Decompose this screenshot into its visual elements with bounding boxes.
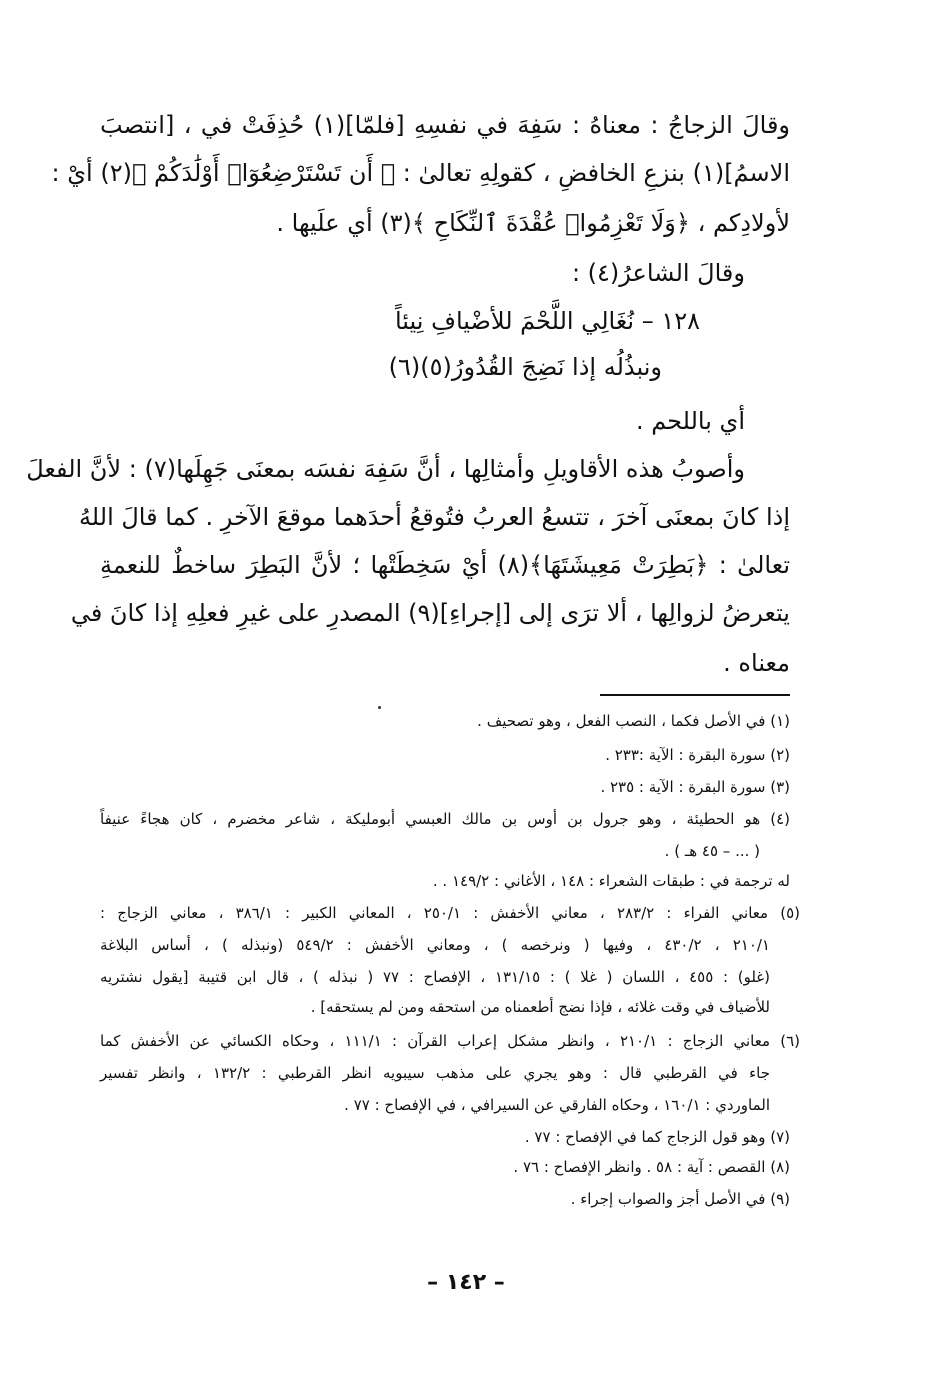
- footnote-5-cont-3: للأضياف في وقت غلائه ، فإذا نضج أطعمناه من استحقه ومن لم يستحقه] .: [310, 998, 770, 1016]
- footnote-4-cont: ( ... – ٤٥ هـ ) .: [664, 842, 760, 860]
- body-line-8: تعالىٰ : ﴿بَطِرَتْ مَعِيشَتَهَا﴾(٨) أيْ سَخِطَتْها ؛ لأنَّ البَطِرَ ساخطٌ للنعمةِ: [100, 551, 791, 579]
- verse-line-2: ونبذُلُه إذا نَضِجَ القُدُورُ(٥)(٦): [388, 353, 662, 381]
- body-line-3: لأولادِكم ، ﴿وَلَا تَعْزِمُوا۟ عُقْدَةَ ٱلنِّكَاحِ ﴾(٣) أي علَيها .: [276, 209, 790, 237]
- footnote-4: (٤) هو الحطيئة ، وهو جرول بن أوس بن مالك العبسي أبومليكة ، شاعر مخضرم ، كان هجاءً عنيفاً: [100, 810, 790, 828]
- footnote-6: (٦) معاني الزجاج : ٢١٠/١ ، وانظر مشكل إعراب القرآن : ١١١/١ ، وحكاه الكسائي عن الأخفش كما: [100, 1032, 800, 1050]
- footnote-3: (٣) سورة البقرة : الآية : ٢٣٥ .: [600, 778, 790, 796]
- body-line-2: الاسمُ](١) بنزعِ الخافضِ ، كقولِهِ تعالىٰ : ﴿ أَن تَسْتَرْضِعُوٓا۟ أَوْلَٰدَكُمْ ﴾(٢) أيْ :: [51, 159, 790, 187]
- body-line-7: إذا كانَ بمعنَى آخرَ ، تتسعُ العربُ فتُوقعُ أحدَهما موقعَ الآخرِ . كما قالَ اللهُ: [78, 503, 790, 531]
- page-number: – ١٤٢ –: [427, 1270, 505, 1295]
- verse-line-1: ١٢٨ – نُغَالِي اللَّحْمَ للأضْيافِ نِيئاً: [394, 307, 700, 335]
- body-line-6: وأصوبُ هذه الأقاويلِ وأمثالِها ، أنَّ سَفِهَ نفسَه بمعنَى جَهِلَها(٧) : لأنَّ الفعلَ: [26, 455, 745, 483]
- footnote-6-cont-2: الماوردي : ١٦٠/١ ، وحكاه الفارقي عن السيرافي ، في الإفصاح : ٧٧ .: [344, 1096, 770, 1114]
- footnote-5-cont-1: ٢١٠/١ ، ٤٣٠/٢ ، وفيها ( ونرخصه ) ، ومعاني الأخفش : ٥٤٩/٢ (ونبذله ) ، أساس البلاغة: [100, 936, 770, 954]
- footnote-6-cont-1: جاء في القرطبي قال : وهو يجري على مذهب سيبويه انظر القرطبي : ١٣٢/٢ ، وانظر تفسير: [100, 1064, 770, 1082]
- footnote-1: (١) في الأصل فكما ، النصب الفعل ، وهو تصحيف .: [477, 712, 790, 730]
- body-line-10: معناه .: [723, 649, 790, 677]
- body-line-1: وقالَ الزجاجُ : معناهُ : سَفِهَ في نفسِهِ [فلمّا](١) حُذِفَتْ في ، [انتصبَ: [100, 111, 790, 139]
- footnote-5: (٥) معاني الفراء : ٢٨٣/٢ ، معاني الأخفش : ٢٥٠/١ ، المعاني الكبير : ٣٨٦/١ ، معاني الزجاج :: [100, 904, 800, 922]
- footnote-5-cont-2: (غلو) : ٤٥٥ ، اللسان ( غلا ) : ١٣١/١٥ ، الإفصاح : ٧٧ ( نبذله ) ، قال ابن قتيبة [يقول نشتريه: [100, 968, 770, 986]
- footnote-8: (٨) القصص : آية : ٥٨ . وانظر الإفصاح : ٧٦ .: [513, 1158, 790, 1176]
- body-line-5: أي باللحم .: [635, 407, 745, 435]
- footnote-separator: [600, 694, 790, 696]
- body-line-9: يتعرضُ لزوالِها ، ألا ترَى إلى [إجراءِ](٩) المصدرِ على غيرِ فعلِهِ إذا كانَ في: [70, 599, 790, 627]
- body-line-4: وقالَ الشاعرُ(٤) :: [571, 259, 745, 287]
- footnote-9: (٩) في الأصل أجز والصواب إجراء .: [570, 1190, 790, 1208]
- footnote-7: (٧) وهو قول الزجاج كما في الإفصاح : ٧٧ .: [524, 1128, 790, 1146]
- footnote-4-bio: له ترجمة في : طبقات الشعراء : ١٤٨ ، الأغاني : ١٤٩/٢ . .: [432, 872, 790, 890]
- footnote-2: (٢) سورة البقرة : الآية :٢٣٣ .: [605, 746, 790, 764]
- speck-mark: [378, 706, 381, 709]
